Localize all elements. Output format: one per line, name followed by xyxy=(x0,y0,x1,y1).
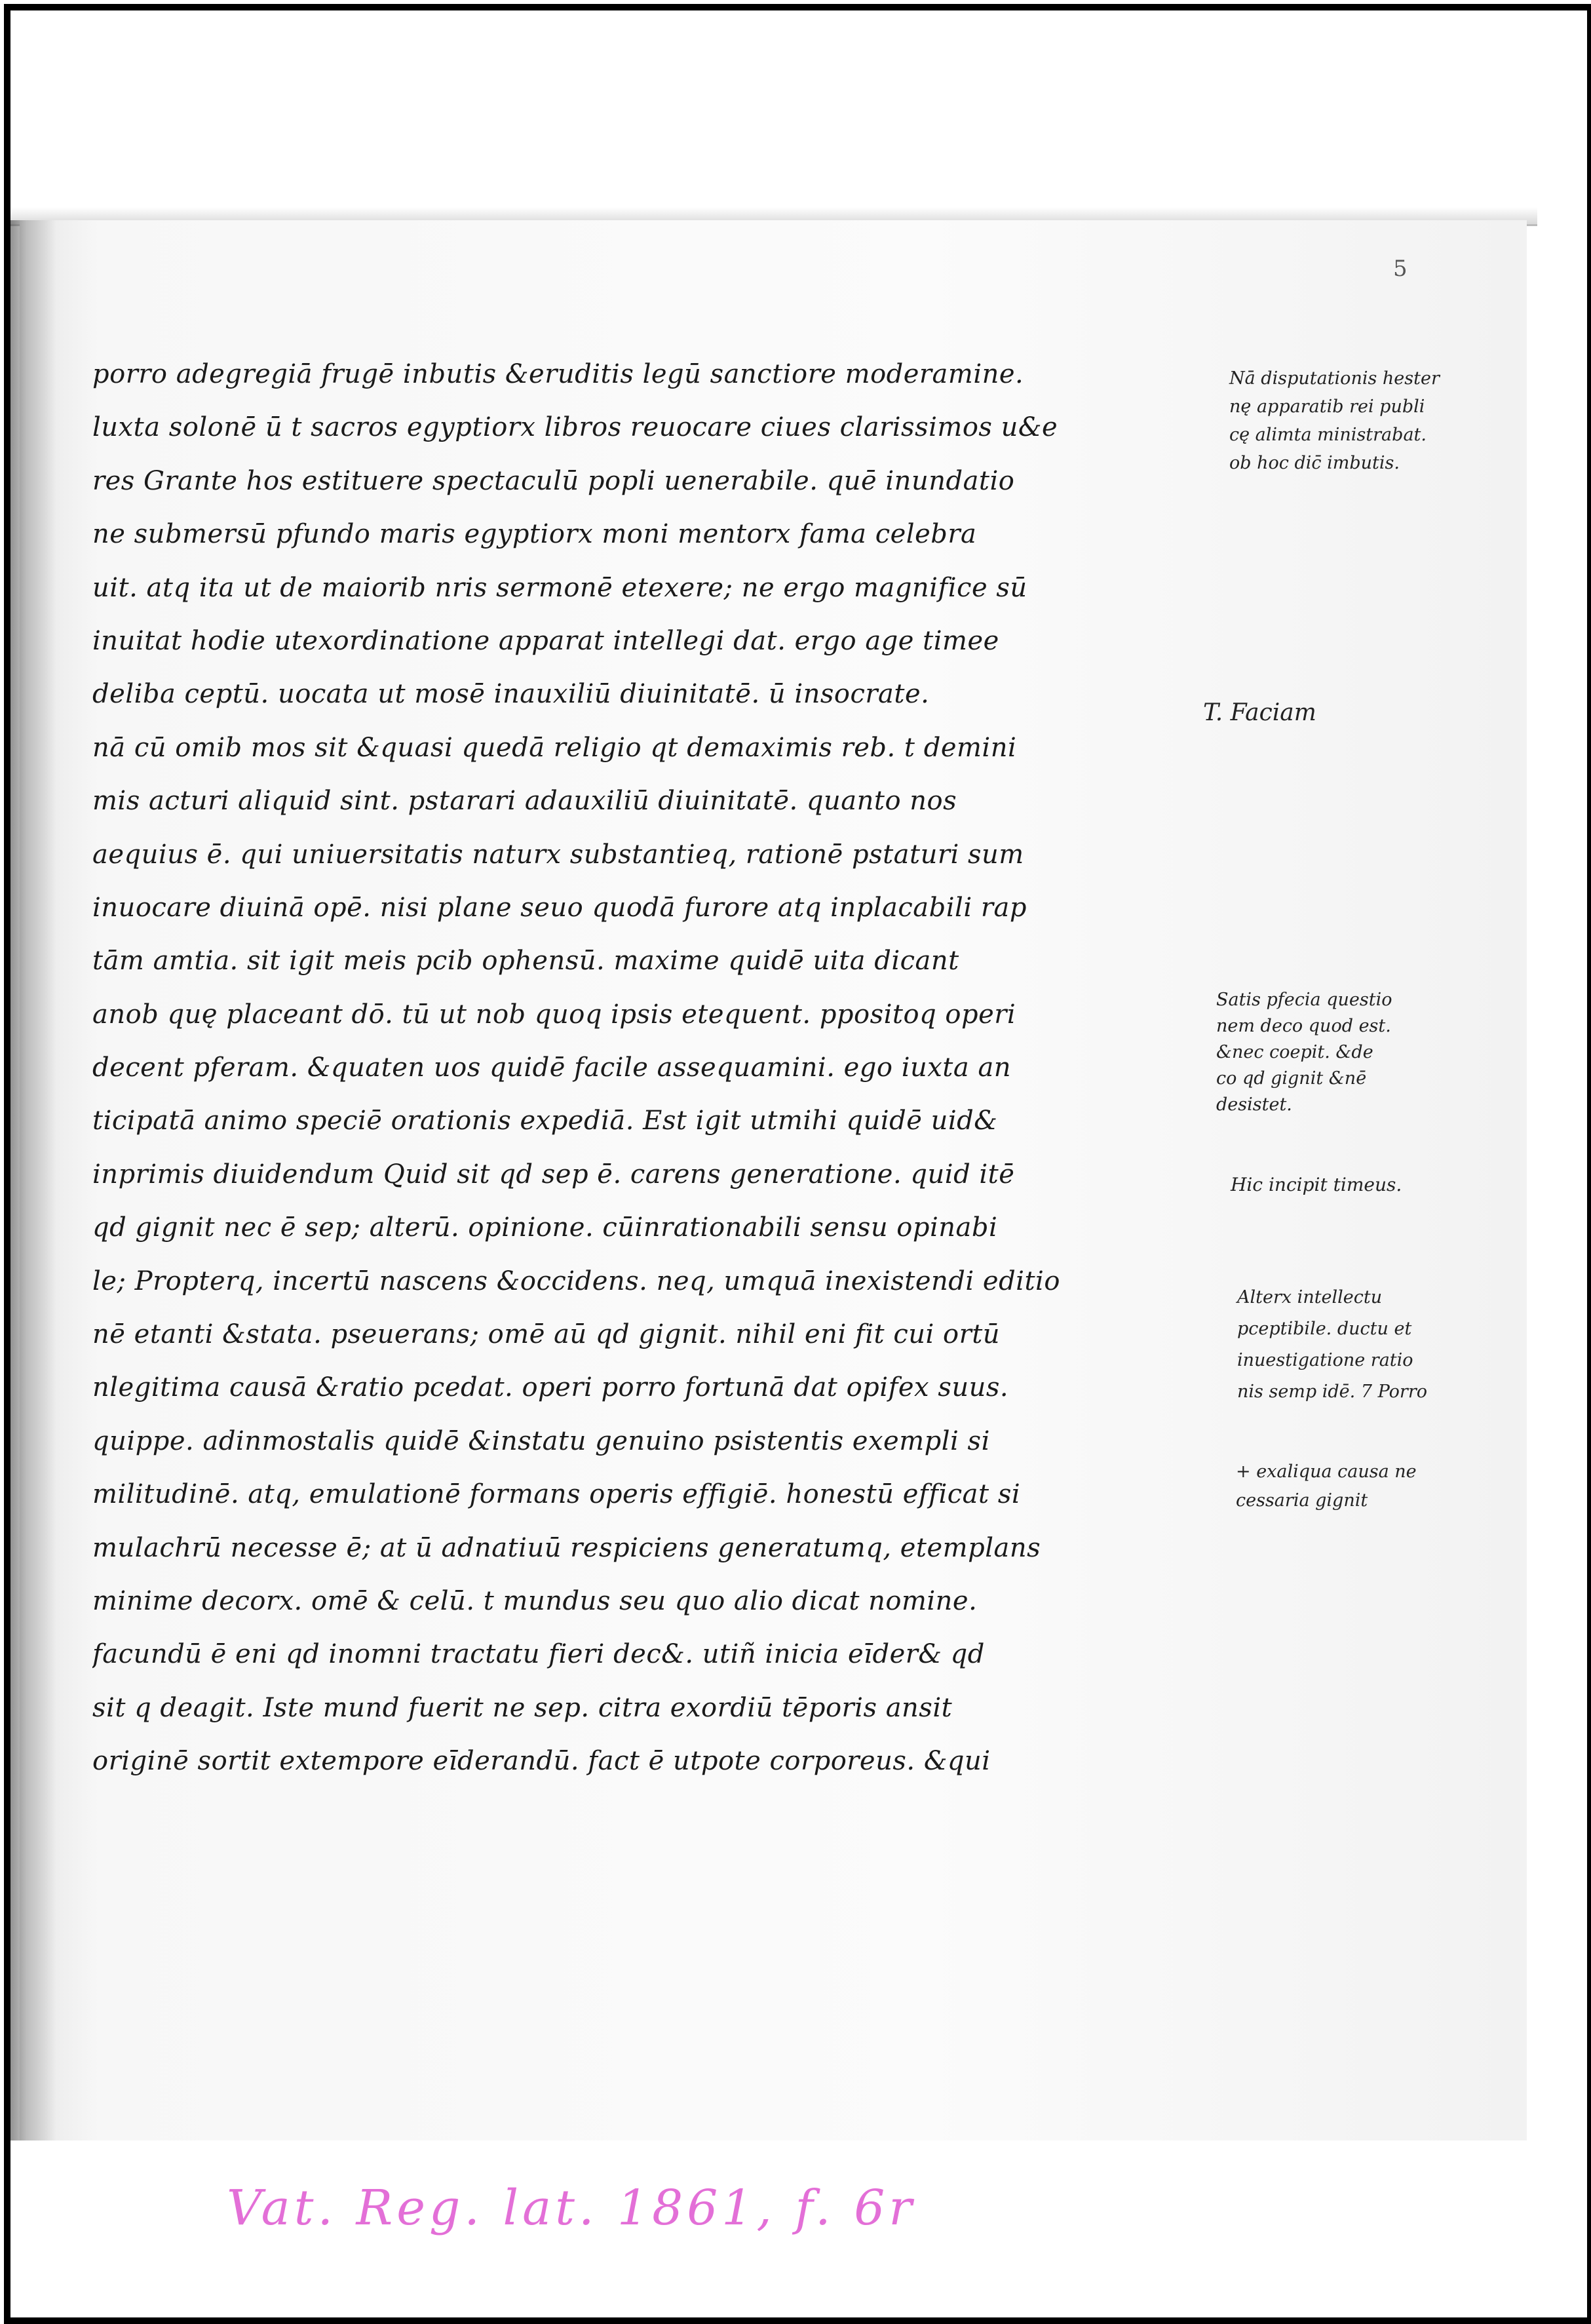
gloss-line: inuestigatione ratio xyxy=(1237,1350,1413,1370)
marginal-gloss-e xyxy=(1237,1282,1427,1408)
marginal-gloss-c xyxy=(1216,987,1392,1118)
text-line: res Grante hos estituere spectaculū popli uenerabile. quē inundatio xyxy=(92,465,1015,496)
gloss-line: Alterx intellectu xyxy=(1237,1287,1383,1307)
text-line: luxta solonē ū t sacros egyptiorx libros reuocare ciues clarissimos u&e xyxy=(92,412,1058,443)
gloss-line: nis semp idē. 7 Porro xyxy=(1237,1382,1427,1402)
marginal-gloss-f xyxy=(1236,1458,1417,1515)
gloss-line: Nā disputationis hester xyxy=(1229,368,1440,389)
text-line: originē sortit extempore eīderandū. fact ē utpote corporeus. &qui xyxy=(92,1746,991,1777)
main-text-block xyxy=(92,348,1219,1789)
gloss-line: T. Faciam xyxy=(1203,699,1316,726)
page-binding-shadow xyxy=(10,220,56,2140)
gloss-line: &nec coepit. &de xyxy=(1216,1042,1373,1062)
gloss-line: cę alimta ministrabat. xyxy=(1229,425,1427,445)
text-line: mulachrū necesse ē; at ū adnatiuū respiciens generatumq, etemplans xyxy=(92,1532,1041,1563)
gloss-line: Satis pfecia questio xyxy=(1216,990,1392,1010)
folio-mark: 5 xyxy=(1393,256,1408,282)
gloss-line: cessaria gignit xyxy=(1236,1490,1368,1511)
text-line: mis acturi aliquid sint. pstarari adauxiliū diuinitatē. quanto nos xyxy=(92,786,957,817)
gloss-line: desistet. xyxy=(1216,1094,1292,1115)
gloss-line: nem deco quod est. xyxy=(1216,1016,1391,1036)
marginal-gloss-a xyxy=(1229,364,1440,477)
text-line: inuitat hodie utexordinatione apparat intellegi dat. ergo age timee xyxy=(92,625,999,656)
text-line: nlegitima causā &ratio pcedat. operi porro fortunā dat opifex suus. xyxy=(92,1372,1009,1403)
text-line: aequius ē. qui uniuersitatis naturx substantieq, rationē pstaturi sum xyxy=(92,839,1024,870)
text-line: deliba ceptū. uocata ut mosē inauxiliū diuinitatē. ū insocrate. xyxy=(92,679,930,710)
gloss-line: Hic incipit timeus. xyxy=(1231,1174,1402,1195)
text-line: nā cū omib mos sit &quasi quedā religio qt demaximis reb. t demini xyxy=(92,732,1017,763)
text-line: militudinē. atq, emulationē formans operis effigiē. honestū efficat si xyxy=(92,1479,1021,1510)
text-line: minime decorx. omē & celū. t mundus seu quo alio dicat nomine. xyxy=(92,1585,978,1616)
marginal-gloss-b xyxy=(1203,700,1316,726)
gloss-line: nę apparatib rei publi xyxy=(1229,397,1425,417)
text-line: porro adegregiā frugē inbutis &eruditis legū sanctiore moderamine. xyxy=(92,359,1024,389)
text-line: sit q deagit. Iste mund fuerit ne sep. citra exordiū tēporis ansit xyxy=(92,1692,953,1723)
gloss-line: pceptibile. ductu et xyxy=(1237,1319,1412,1339)
text-line: decent pferam. &quaten uos quidē facile assequamini. ego iuxta an xyxy=(92,1053,1012,1083)
text-line: inprimis diuidendum Quid sit qd sep ē. carens generatione. quid itē xyxy=(92,1159,1015,1190)
text-line: qd gignit nec ē sep; alterū. opinione. cūinrationabili sensu opinabi xyxy=(92,1212,998,1243)
photo-frame xyxy=(4,4,1591,2324)
text-line: facundū ē eni qd inomni tractatu fieri dec&. utiñ inicia eīder& qd xyxy=(92,1639,985,1670)
gloss-line: + exaliqua causa ne xyxy=(1236,1462,1417,1482)
gloss-line: co qd gignit &nē xyxy=(1216,1068,1367,1089)
text-line: ne submersū pfundo maris egyptiorx moni mentorx fama celebra xyxy=(92,519,977,550)
text-line: tām amtia. sit igit meis pcib ophensū. maxime quidē uita dicant xyxy=(92,946,959,977)
text-line: le; Propterq, incertū nascens &occidens. neq, umquā inexistendi editio xyxy=(92,1266,1060,1296)
gloss-line: ob hoc dic̄ imbutis. xyxy=(1229,453,1400,473)
marginal-gloss-d xyxy=(1231,1174,1402,1195)
text-line: uit. atq ita ut de maiorib nris sermonē etexere; ne ergo magnifice sū xyxy=(92,572,1027,603)
text-line: inuocare diuinā opē. nisi plane seuo quodā furore atq inplacabili rap xyxy=(92,892,1027,923)
shelfmark-label: Vat. Reg. lat. 1861, f. 6r xyxy=(227,2180,916,2236)
text-line: nē etanti &stata. pseuerans; omē aū qd gignit. nihil eni fit cui ortū xyxy=(92,1319,1001,1350)
text-line: ticipatā animo speciē orationis expediā. Est igit utmihi quidē uid& xyxy=(92,1106,998,1136)
text-line: quippe. adinmostalis quidē &instatu genuino psistentis exempli si xyxy=(92,1425,990,1456)
text-line: anob quę placeant dō. tū ut nob quoq ipsis etequent. ppositoq operi xyxy=(92,999,1016,1030)
